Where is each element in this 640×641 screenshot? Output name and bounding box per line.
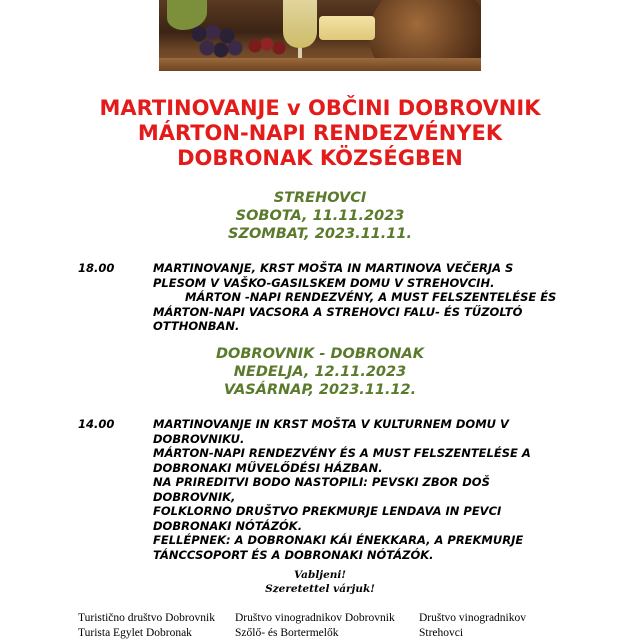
event2-line: MARTINOVANJE IN KRST MOŠTA V KULTURNEM DOMU V — [153, 417, 509, 431]
event1-date-sl: SOBOTA, 11.11.2023 — [235, 208, 405, 224]
wine-glass — [283, 0, 317, 48]
cheese — [319, 16, 375, 40]
title-line-3: DOBRONAK KÖZSÉGBEN — [177, 146, 463, 170]
event1-line: MÁRTON -NAPI RENDEZVÉNY, A MUST FELSZENTELÉSE ÉS — [153, 290, 557, 304]
event2-date-sl: NEDELJA, 12.11.2023 — [233, 364, 407, 380]
organizer-line: Szőlő- és Bortermelők — [235, 627, 339, 639]
event2-description — [153, 417, 573, 562]
event1-line: PLESOM V VAŠKO-GASILSKEM DOMU V STREHOVCIH. — [153, 275, 495, 290]
organizer-winegrowers-dobrovnik — [235, 611, 395, 641]
event2-time: 14.00 — [78, 417, 115, 431]
invitation-hu: Szeretettel várjuk! — [265, 583, 375, 595]
event1-date-hu: SZOMBAT, 2023.11.11. — [228, 226, 412, 242]
event2-line: DOBRONAKI NÓTÁZÓK. — [153, 518, 303, 533]
event1-line: OTTHONBAN. — [153, 319, 240, 333]
header-photo — [159, 0, 481, 71]
event2-line: DOBROVNIKU. — [153, 431, 245, 446]
event2-line: FELLÉPNEK: A DOBRONAKI KÁI ÉNEKKARA, A PREKMURJE — [153, 533, 524, 547]
event2-line: MÁRTON-NAPI RENDEZVÉNY ÉS A MUST FELSZENTELÉSE A — [153, 446, 531, 460]
organizer-line: Turista Egylet Dobronak — [78, 627, 192, 639]
red-grapes — [247, 36, 287, 58]
event1-line: MARTINOVANJE, KRST MOŠTA IN MARTINOVA VEČERJA S — [153, 261, 514, 275]
event1-line: MÁRTON-NAPI VACSORA A STREHOVCI FALU- ÉS TŰZOLTÓ — [153, 304, 523, 319]
event2-line: DOBROVNIK, — [153, 489, 236, 504]
event2-date-hu: VASÁRNAP, 2023.11.12. — [223, 382, 417, 398]
event2-line: NA PRIREDITVI BODO NASTOPILI: PEVSKI ZBOR DOŠ — [153, 475, 490, 489]
title-line-2: MÁRTON-NAPI RENDEZVÉNYEK — [137, 121, 503, 145]
title-line-1: MARTINOVANJE v OBČINI DOBROVNIK — [99, 96, 541, 120]
wooden-board — [159, 58, 481, 71]
event1-description — [153, 261, 573, 334]
event2-line: FOLKLORNO DRUŠTVO PREKMURJE LENDAVA IN PEVCI — [153, 504, 502, 518]
event2-line: TÁNCCSOPORT ÉS A DOBRONAKI NÓTÁZÓK. — [153, 547, 434, 562]
invitation-sl: Vabljeni! — [293, 569, 347, 581]
organizer-tourist-society — [78, 611, 215, 641]
organizer-winegrowers-strehovci — [419, 611, 526, 641]
event1-place: STREHOVCI — [273, 190, 367, 206]
organizer-line: Društvo vinogradnikov Dobrovnik — [235, 612, 395, 624]
dark-grapes — [189, 22, 249, 62]
organizer-line: Strehovci — [419, 627, 464, 639]
event1-time: 18.00 — [78, 261, 115, 275]
event2-place: DOBROVNIK - DOBRONAK — [216, 346, 424, 362]
organizer-line: Turistično društvo Dobrovnik — [78, 612, 215, 624]
organizer-line: Društvo vinogradnikov — [419, 612, 527, 624]
event2-line: DOBRONAKI MŰVELŐDÉSI HÁZBAN. — [153, 460, 383, 475]
